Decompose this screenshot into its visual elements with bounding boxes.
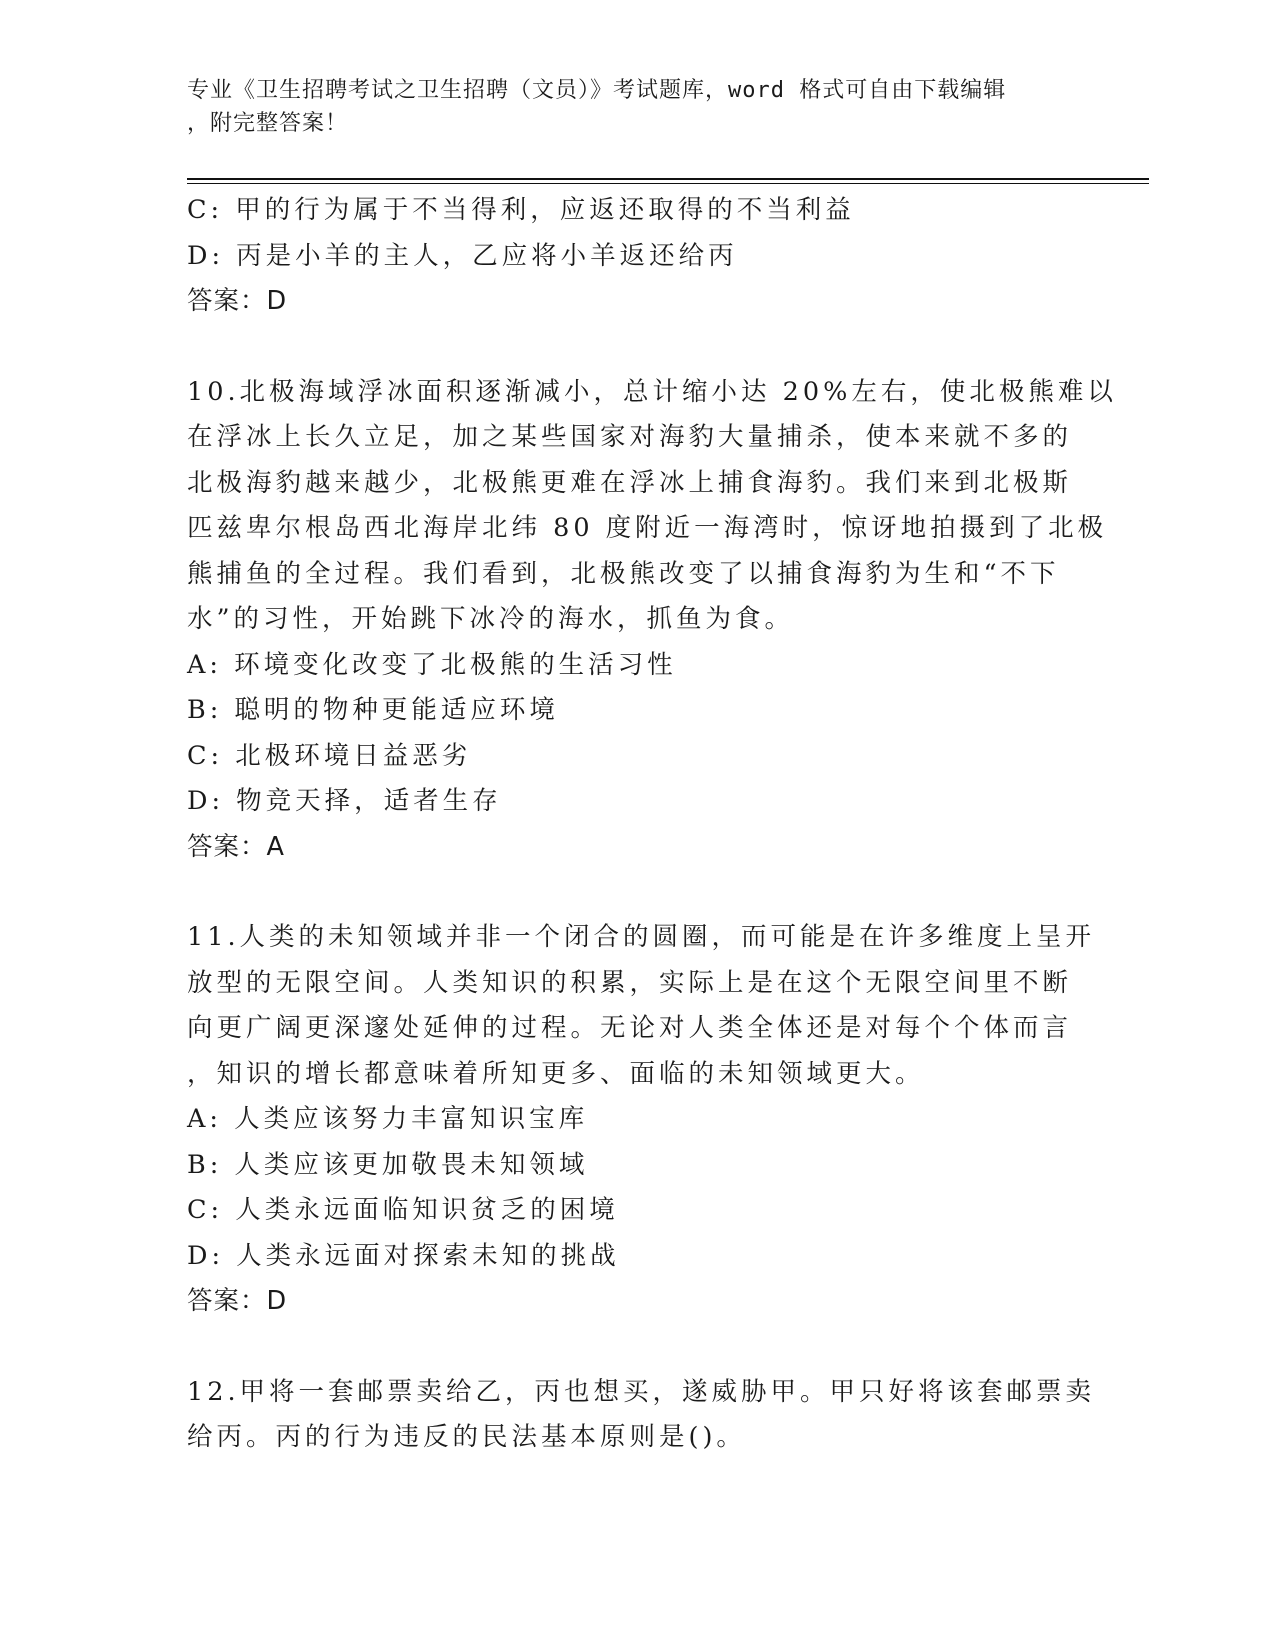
option-a: A: 环境变化改变了北极熊的生活习性 [187,649,677,680]
option-d: D: 丙是小羊的主人，乙应将小羊返还给丙 [187,240,738,271]
header-rule-thin [187,183,1149,184]
header-rule-thick [187,178,1149,180]
question-text-line: 在浮冰上长久立足，加之某些国家对海豹大量捕杀，使本来就不多的 [187,422,1073,452]
question-11 [187,915,1096,1325]
question-text-line: 放型的无限空间。人类知识的积累，实际上是在这个无限空间里不断 [187,967,1073,998]
document-body [187,188,1117,1461]
document-header [187,74,1067,140]
question-text-line: 10.北极海域浮冰面积逐渐减小，总计缩小达 20%左右，使北极熊难以 [187,376,1117,407]
question-text-line: 匹兹卑尔根岛西北海岸北纬 80 度附近一海湾时，惊讶地拍摄到了北极 [187,513,1108,543]
question-10 [187,370,1117,871]
option-a: A: 人类应该努力丰富知识宝库 [187,1104,589,1134]
answer: 答案：D [187,286,288,316]
option-b: B: 聪明的物种更能适应环境 [187,695,559,725]
question-text-line: 北极海豹越来越少，北极熊更难在浮冰上捕食海豹。我们来到北极斯 [187,467,1073,498]
question-text-line: 向更广阔更深邃处延伸的过程。无论对人类全体还是对每个个体而言 [187,1013,1073,1043]
option-c: C: 北极环境日益恶劣 [187,740,472,771]
question-text-line: 11.人类的未知领域并非一个闭合的圆圈，而可能是在许多维度上呈开 [187,922,1096,952]
question-text-line: 熊捕鱼的全过程。我们看到，北极熊改变了以捕食海豹为生和“不下 [187,558,1060,589]
question-12 [187,1370,1096,1461]
question-text-line: ，知识的增长都意味着所知更多、面临的未知领域更大。 [187,1058,925,1089]
answer: 答案：A [187,831,285,862]
question-text-line: 给丙。丙的行为违反的民法基本原则是()。 [187,1422,746,1452]
option-d: D: 人类永远面对探索未知的挑战 [187,1240,620,1271]
option-c: C: 甲的行为属于不当得利，应返还取得的不当利益 [187,195,855,225]
answer: 答案：D [187,1286,288,1316]
header-line-1: 专业《卫生招聘考试之卫生招聘（文员）》考试题库，word 格式可自由下载编辑 [187,78,1007,103]
question-text-line: 12.甲将一套邮票卖给乙，丙也想买，遂威胁甲。甲只好将该套邮票卖 [187,1376,1096,1407]
option-d: D: 物竞天择，适者生存 [187,786,502,816]
option-c: C: 人类永远面临知识贫乏的困境 [187,1195,619,1225]
option-b: B: 人类应该更加敬畏未知领域 [187,1149,589,1180]
header-line-2: ，附完整答案！ [187,111,349,136]
question-text-line: 水”的习性，开始跳下冰冷的海水，抓鱼为食。 [187,604,795,634]
prev-question [187,188,1067,325]
